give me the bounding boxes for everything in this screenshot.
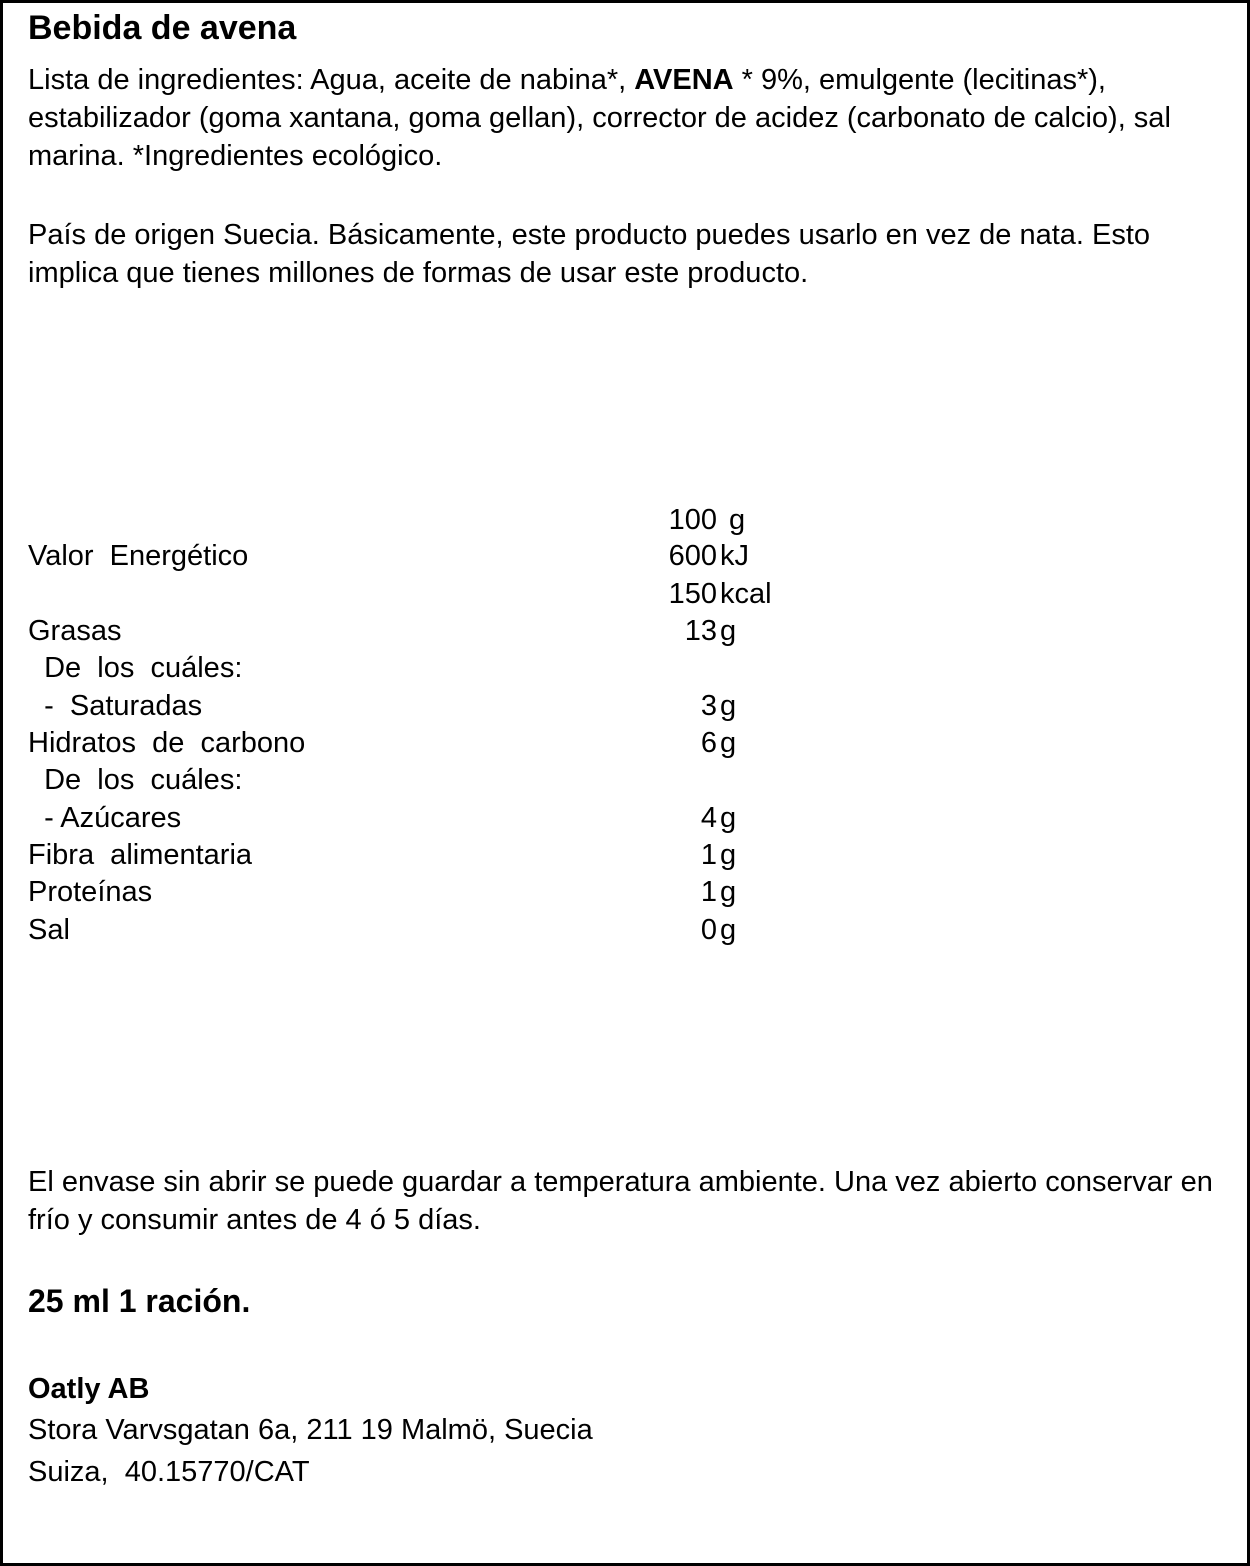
nutrition-row-name: De los cuáles:: [28, 652, 243, 684]
nutrition-row-unit: g: [720, 727, 737, 759]
nutrition-row-name: Hidratos de carbono: [28, 727, 306, 759]
nutrition-row-name: Valor Energético: [28, 540, 249, 572]
origin-text: País de origen Suecia. Básicamente, este producto puedes usarlo en vez de nata. Esto implica que tienes millones de formas de usar este producto.: [28, 219, 1151, 289]
storage-text: El envase sin abrir se puede guardar a temperatura ambiente. Una vez abierto conservar en frío y consumir antes de 4 ó 5 días.: [28, 1166, 1213, 1236]
nutrition-row-name: Proteínas: [28, 876, 153, 908]
nutrition-row-unit: g: [720, 615, 737, 647]
nutrition-row-unit: g: [720, 876, 737, 908]
nutrition-row-value: 6: [700, 727, 717, 759]
nutrition-row-unit: g: [720, 802, 737, 834]
nutrition-row-name: - Azúcares: [28, 802, 182, 834]
nutrition-row-name: Grasas: [28, 615, 122, 647]
nutrition-row-value: 1: [700, 839, 717, 871]
ingredients-highlight: AVENA: [634, 64, 734, 96]
nutrition-row-value: 600: [668, 540, 717, 572]
nutrition-row-name: - Saturadas: [28, 690, 203, 722]
nutrition-row-value: 0: [700, 914, 717, 946]
nutrition-row-name: Fibra alimentaria: [28, 839, 253, 871]
nutrition-row-unit: g: [720, 690, 737, 722]
nutrition-header-value: 100: [668, 504, 717, 536]
company-address: Stora Varvsgatan 6a, 211 19 Malmö, Suecia: [28, 1414, 593, 1446]
nutrition-row-value: 4: [700, 802, 717, 834]
ingredients-text: [28, 61, 1223, 175]
nutrition-row-unit: g: [720, 914, 737, 946]
nutrition-row-value: 150: [668, 578, 717, 610]
nutrition-row-value: 13: [684, 615, 717, 647]
nutrition-row-name: De los cuáles:: [28, 764, 243, 796]
product-title: Bebida de avena: [28, 9, 297, 47]
nutrition-row-unit: g: [720, 839, 737, 871]
serving-size: 25 ml 1 ración.: [28, 1283, 251, 1319]
nutrition-row-value: 1: [700, 876, 717, 908]
nutrition-row-unit: kJ: [720, 540, 749, 572]
nutrition-row-value: 3: [700, 690, 717, 722]
ingredients-suffix: * 9%, emulgente (lecitinas*), estabilizador (goma xantana, goma gellan), corrector de acidez (carbonato de calcio), sal marina. *Ingredientes ecológico.: [28, 64, 1171, 172]
nutrition-row-unit: kcal: [720, 578, 772, 610]
registry-number: Suiza, 40.15770/CAT: [28, 1456, 310, 1488]
nutrition-header-unit: g: [729, 504, 746, 536]
nutrition-row-name: Sal: [28, 914, 70, 946]
company-name: Oatly AB: [28, 1373, 150, 1405]
ingredients-prefix: Lista de ingredientes: Agua, aceite de nabina*,: [28, 64, 635, 96]
